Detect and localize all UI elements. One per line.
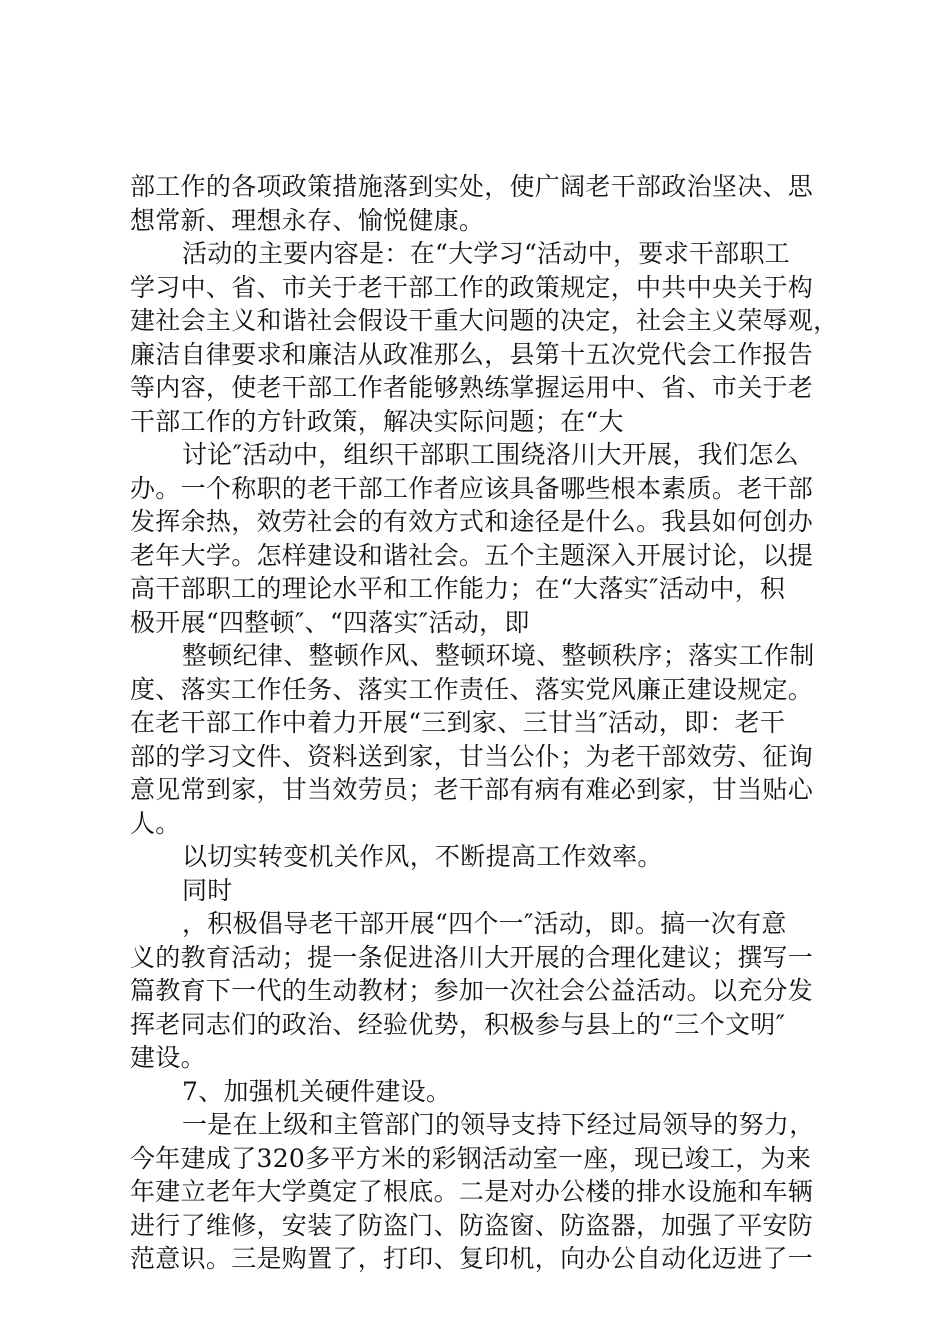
text-line: 范意识。三是购置了，打印、复印机，向办公自动化迈进了一 [130, 1244, 814, 1273]
text-line: 部工作的各项政策措施落到实处，使广阔老干部政治坚决、思 [130, 172, 814, 201]
text-line: 发挥余热，效劳社会的有效方式和途径是什么。我县如何创办 [130, 507, 814, 536]
text-line: ，积极倡导老干部开展“四个一″活动，即。搞一次有意 [182, 909, 787, 938]
text-line: 整顿纪律、整顿作风、整顿环境、整顿秩序；落实工作制 [182, 641, 815, 670]
text-line: 篇教育下一代的生动教材；参加一次社会公益活动。以充分发 [130, 976, 814, 1005]
body-text [130, 170, 839, 1276]
text-line: 人。 [130, 808, 181, 838]
text-line: 一是在上级和主管部门的领导支持下经过局领导的努力， [182, 1110, 815, 1139]
text-line: 办。一个称职的老干部工作者应该具备哪些根本素质。老干部 [130, 473, 814, 503]
text-line: 建设。 [130, 1043, 206, 1072]
text-line: 学习中、省、市关于老干部工作的政策规定，中共中央关于构 [130, 272, 814, 302]
text-line: 度、落实工作任务、落实工作责任、落实党风廉正建设规定。 [130, 674, 814, 704]
text-line: 挥老同志们的政治、经验优势，积极参与县上的“三个文明″ [130, 1009, 786, 1039]
text-line: 廉洁自律要求和廉洁从政准那么，县第十五次党代会工作报告 [130, 339, 814, 369]
text-line: 7、加强机关硬件建设。 [182, 1076, 452, 1106]
text-line: 义的教育活动；提一条促进洛川大开展的合理化建议；撰写一 [130, 942, 814, 972]
text-line: 高干部职工的理论水平和工作能力；在“大落实″活动中，积 [130, 574, 786, 603]
text-line: 部的学习文件、资料送到家，甘当公仆；为老干部效劳、征询 [130, 741, 814, 771]
text-line: 干部工作的方针政策，解决实际问题；在“大 [130, 406, 624, 436]
text-line: 老年大学。怎样建设和谐社会。五个主题深入开展讨论，以提 [130, 540, 814, 570]
text-line: 进行了维修，安装了防盗门、防盗窗、防盗器，加强了平安防 [130, 1210, 814, 1240]
text-line: 今年建成了320多平方米的彩钢活动室一座，现已竣工，为来 [130, 1143, 812, 1173]
text-line: 年建立老年大学奠定了根底。二是对办公楼的排水设施和车辆 [130, 1177, 814, 1206]
text-line: 讨论″活动中，组织干部职工围绕洛川大开展，我们怎么 [182, 440, 799, 469]
text-line: 建社会主义和谐社会假设干重大问题的决定，社会主义荣辱观， [130, 306, 839, 335]
text-line: 意见常到家，甘当效劳员；老干部有病有难必到家，甘当贴心 [130, 775, 814, 804]
text-line: 等内容，使老干部工作者能够熟练掌握运用中、省、市关于老 [130, 373, 814, 402]
text-line: 活动的主要内容是：在“大学习“活动中，要求干部职工 [182, 239, 791, 268]
text-line: 极开展“四整顿″、“四落实″活动，即 [130, 607, 530, 637]
text-line: 在老干部工作中着力开展“三到家、三甘当″活动，即：老干 [130, 708, 786, 737]
text-line: 想常新、理想永存、愉悦健康。 [130, 205, 485, 235]
text-line: 以切实转变机关作风，不断提高工作效率。 [182, 842, 663, 871]
text-line: 同时 [182, 875, 233, 905]
